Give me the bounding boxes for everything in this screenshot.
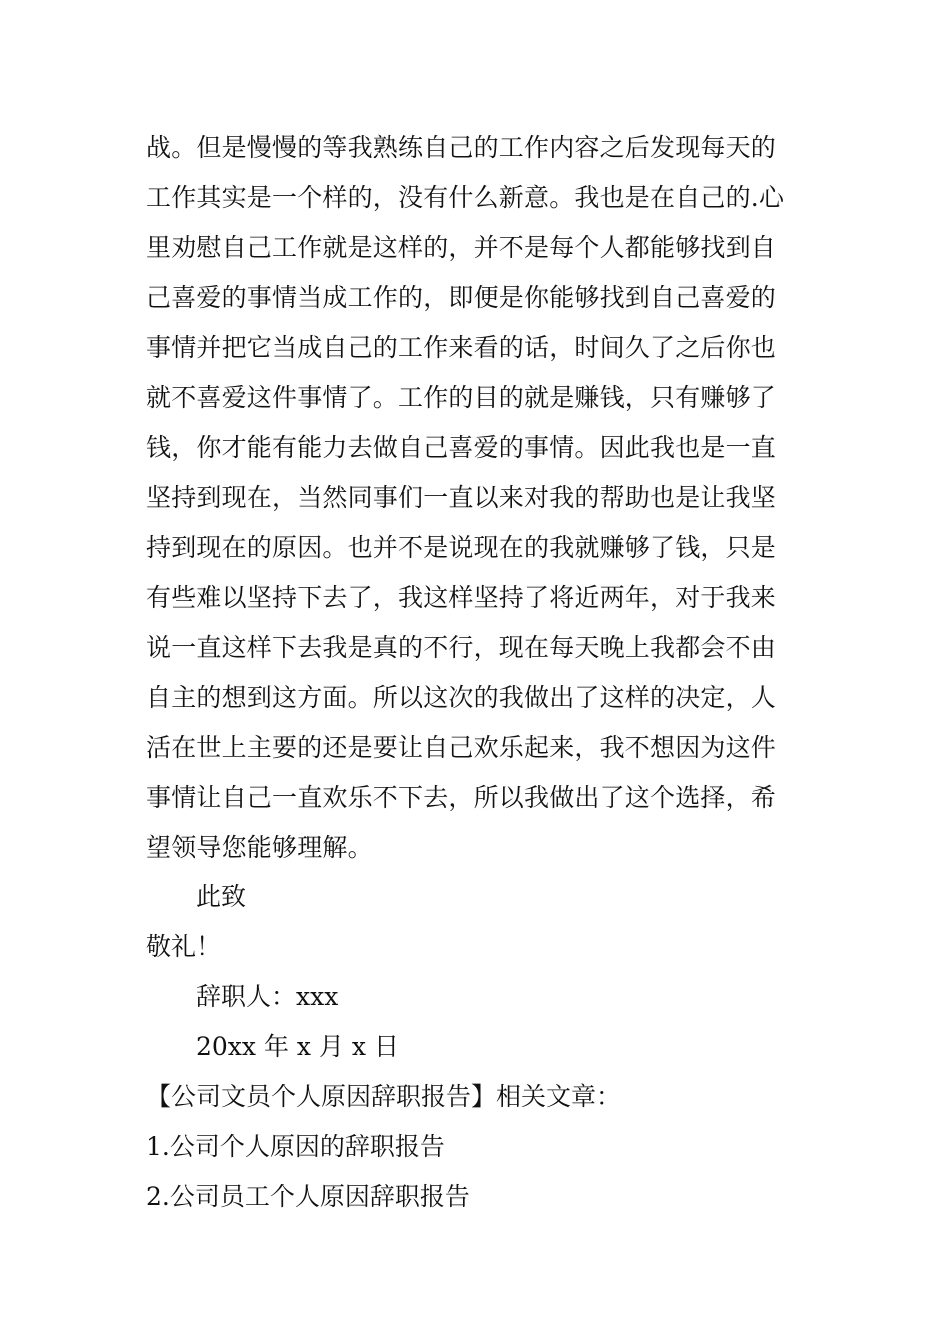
body-line: 坚持到现在，当然同事们一直以来对我的帮助也是让我坚 (146, 483, 777, 512)
body-line: 事情让自己一直欢乐不下去，所以我做出了这个选择，希 (146, 783, 777, 812)
body-line: 己喜爱的事情当成工作的，即便是你能够找到自己喜爱的 (146, 283, 777, 312)
body-line: 自主的想到这方面。所以这次的我做出了这样的决定，人 (146, 683, 777, 712)
body-line: 事情并把它当成自己的工作来看的话，时间久了之后你也 (146, 333, 777, 362)
date-line: 20xx 年 x 月 x 日 (196, 1032, 399, 1061)
body-line: 就不喜爱这件事情了。工作的目的就是赚钱，只有赚够了 (146, 383, 777, 412)
body-line: 望领导您能够理解。 (146, 833, 373, 862)
related-heading: 【公司文员个人原因辞职报告】相关文章： (146, 1082, 622, 1111)
body-line: 活在世上主要的还是要让自己欢乐起来，我不想因为这件 (146, 733, 777, 762)
body-line: 钱，你才能有能力去做自己喜爱的事情。因此我也是一直 (146, 433, 777, 462)
body-line: 工作其实是一个样的，没有什么新意。我也是在自己的.心 (146, 183, 785, 212)
related-item[interactable]: 2.公司员工个人原因辞职报告 (146, 1182, 470, 1211)
related-item[interactable]: 1.公司个人原因的辞职报告 (146, 1132, 445, 1161)
body-line: 有些难以坚持下去了，我这样坚持了将近两年，对于我来 (146, 583, 777, 612)
closing-cizhi: 此致 (196, 882, 247, 911)
body-line: 里劝慰自己工作就是这样的，并不是每个人都能够找到自 (146, 233, 777, 262)
body-line: 持到现在的原因。也并不是说现在的我就赚够了钱，只是 (146, 533, 777, 562)
closing-jingli: 敬礼！ (146, 932, 222, 961)
body-line: 说一直这样下去我是真的不行，现在每天晚上我都会不由 (146, 633, 777, 662)
signer-line: 辞职人：xxx (196, 982, 339, 1011)
body-line: 战。但是慢慢的等我熟练自己的工作内容之后发现每天的 (146, 133, 777, 162)
